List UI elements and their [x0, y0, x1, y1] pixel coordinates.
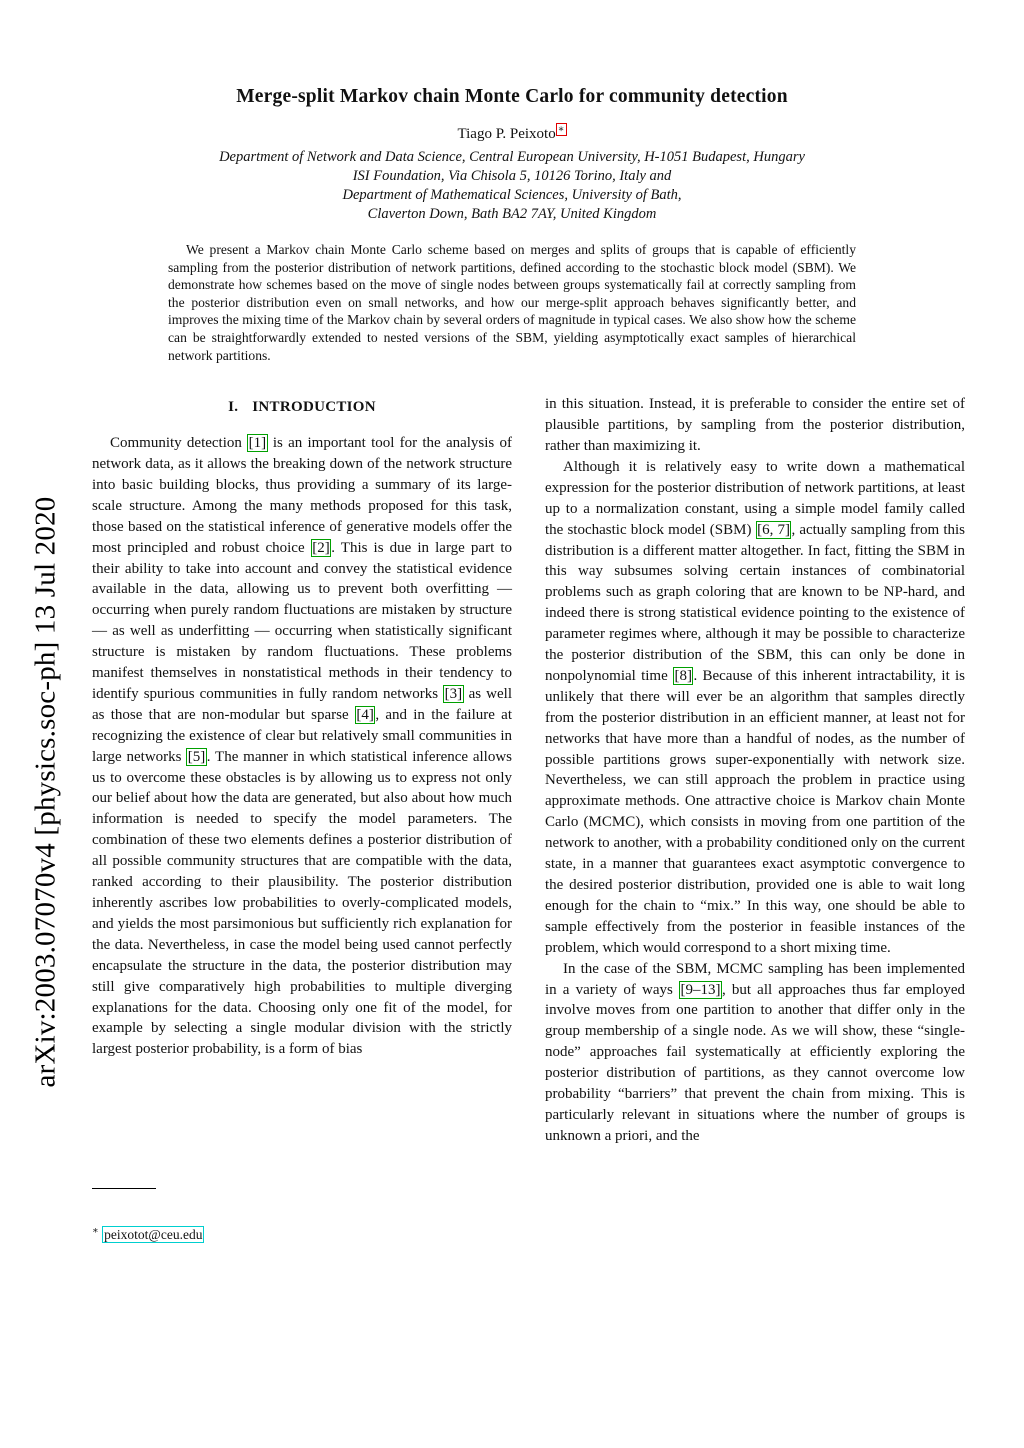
- citation-link[interactable]: [6, 7]: [757, 521, 790, 538]
- footnote-mark: ∗: [92, 1225, 99, 1237]
- citation-link[interactable]: [8]: [674, 667, 692, 684]
- author-line: [0, 126, 1024, 143]
- author-footnote-mark-link[interactable]: ∗: [557, 124, 565, 135]
- footnote-email-link[interactable]: peixotot@ceu.edu: [104, 1227, 203, 1242]
- paper-header: [0, 0, 1024, 224]
- footnote-block: [92, 1188, 512, 1243]
- affiliation-line: ISI Foundation, Via Chisola 5, 10126 Torino, Italy and: [352, 168, 672, 184]
- citation-link[interactable]: [3]: [444, 685, 463, 702]
- abstract: We present a Markov chain Monte Carlo scheme based on merges and splits of groups that is capable of efficiently sampling from the posterior distribution of network partitions, defined according to the stochastic block model (SBM). We demonstrate how schemes based on the move of single nodes between groups systematically fail at correctly sampling from the posterior distribution even on small networks, and how our merge-split approach behaves significantly better, and improves the mixing time of the Markov chain by several orders of magnitude in typical cases. We also show how the scheme can be straightforwardly extended to nested versions of the SBM, yielding asymptotically exact samples of hierarchical network partitions.: [168, 242, 856, 363]
- body-paragraph: in this situation. Instead, it is preferable to consider the entire set of plausible partitions, by sampling from the posterior distribution, rather than maximizing it.: [545, 396, 965, 454]
- right-column: [545, 394, 965, 1147]
- body-paragraph: Although it is relatively easy to write down a mathematical expression for the posterior distribution of network partitions, at least up to a normalization constant, using a simple model family called the stochastic block model (SBM) [6, 7] , actually sampling from this distribution is a different matter altogether. In fact, fitting the SBM in this way subsumes solving certain instances of combinatorial problems such as graph coloring that are known to be NP-hard, and indeed there is strong statistical evidence pointing to the existence of parameter regimes where, although it may be possible to characterize the posterior distribution of the SBM, this can only be done in nonpolynomial time [8] . Because of this inherent intractability, it is unlikely that there will ever be an algorithm that samples directly from the posterior distribution in an efficient manner, at least not for networks that have more than a handful of nodes, as the number of possible partitions grows super-exponentially with network size. Nevertheless, we can still approach the problem in practice using approximate methods. One attractive choice is Markov chain Monte Carlo (MCMC), which consists in moving from one partition of the network to another, with a probability conditioned only on the current state, in a manner that guarantees exact asymptotic convergence to the desired posterior distribution, provided one is able to wait long enough for the chain to “mix.” In this way, one should be able to sample effectively from the posterior in feasible instances of the problem, which would correspond to a short mixing time.: [545, 458, 965, 956]
- citation-link[interactable]: [5]: [187, 748, 206, 765]
- section-number: I.: [228, 399, 239, 416]
- author-name: Tiago P. Peixoto: [457, 126, 556, 142]
- footnote-rule: [92, 1188, 156, 1189]
- left-column: [92, 394, 512, 1060]
- paper-title: Merge-split Markov chain Monte Carlo for community detection: [236, 86, 788, 107]
- section-title: INTRODUCTION: [252, 399, 376, 416]
- affiliation-line: Claverton Down, Bath BA2 7AY, United Kingdom: [367, 206, 657, 222]
- affiliations: [0, 148, 1024, 224]
- body-paragraph: Community detection [1] is an important tool for the analysis of network data, as it allows the breaking down of the network structure into basic building blocks, thus providing a summary of its large-scale structure. Among the many methods proposed for this task, those based on the statistical inference of generative models offer the most principled and robust choice [2] . This is due in large part to their ability to take into account and convey the statistical evidence available in the data, allowing us to prevent both overfitting — occurring when purely random fluctuations are mistaken by structure — as well as underfitting — occurring when statistically significant structure is mistaken by random fluctuations. These problems manifest themselves in nonstatistical methods in their tendency to identify spurious communities in fully random networks [3] as well as those that are non-modular but sparse [4] , and in the failure at recognizing the existence of clear but relatively small communities in large networks [5] . The manner in which statistical inference allows us to overcome these obstacles is by allowing us to express not only our belief about how the data are generated, but also about how much information is needed to specify the model parameters. The combination of these two elements defines a posterior distribution of all possible community structures that are compatible with the data, ranked according to their plausibility. The posterior distribution inherently ascribes low probabilities to overly-complicated models, and yields the most parsimonious but sufficiently rich explanation for the data. Nevertheless, in case the model being used cannot perfectly encapsulate the structure in the data, the posterior distribution may still give comparatively high probabilities to multiple diverging explanations for the data. Choosing only one fit of the model, for example by selecting a single modular division with the strictly largest posterior probability, is a form of bias: [92, 435, 512, 1058]
- affiliation-line: Department of Network and Data Science, Central European University, H-1051 Budapest, Hungary: [219, 149, 805, 165]
- affiliation-line: Department of Mathematical Sciences, University of Bath,: [342, 187, 682, 203]
- body-paragraph: In the case of the SBM, MCMC sampling has been implemented in a variety of ways [9–13] , but all approaches thus far employed involve moves from one partition to another that differ only in the group membership of a single node. As we will show, these “single-node” approaches fail systematically at efficiently exploring the posterior distribution of partitions, as they cannot overcome low probability “barriers” that prevent the chain from mixing. This is particularly relevant in situations where the number of groups is unknown a priori, and the: [545, 960, 965, 1144]
- citation-link[interactable]: [4]: [356, 706, 374, 723]
- arxiv-watermark: arXiv:2003.07070v4 [physics.soc-ph] 13 Jul 2020: [29, 496, 62, 1088]
- footnote-line: [92, 1227, 512, 1243]
- body-columns: [92, 394, 965, 1147]
- citation-link[interactable]: [9–13]: [680, 981, 721, 998]
- citation-link[interactable]: [1]: [248, 435, 267, 452]
- section-heading-introduction: [92, 397, 512, 418]
- citation-link[interactable]: [2]: [312, 539, 330, 556]
